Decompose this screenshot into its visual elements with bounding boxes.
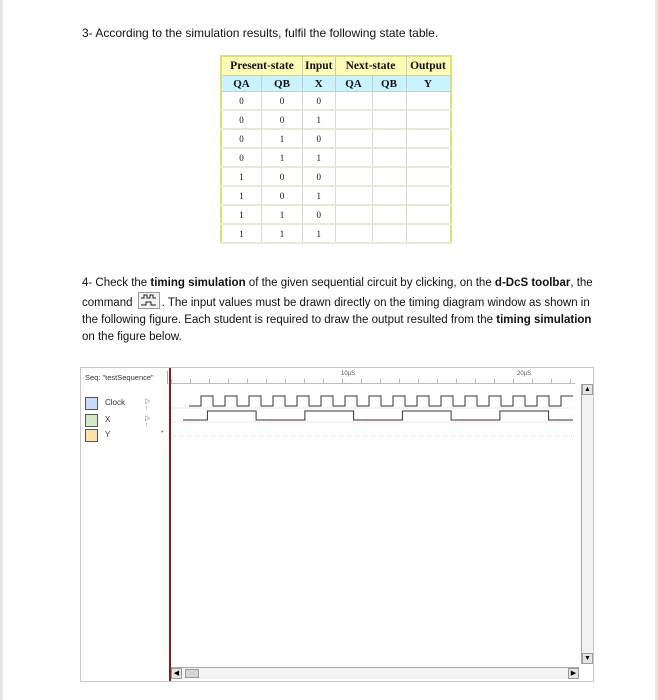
ruler-tick [209, 379, 210, 383]
cell-qb-next[interactable] [372, 224, 406, 243]
q4-part-4: . The input values must be drawn directly on the timing diagram window as shown in the following figure. Each student is required to draw the output resulted from the [82, 297, 590, 326]
ruler-tick [456, 379, 457, 383]
cell-x: 1 [303, 110, 336, 129]
timing-simulation-command-icon [138, 292, 160, 309]
cell-y[interactable] [406, 129, 451, 148]
state-table-row [221, 92, 451, 111]
cell-qa-next[interactable] [335, 92, 372, 111]
signal-name-clock: Clock [105, 398, 126, 407]
scroll-up-button[interactable]: ▲ [582, 384, 593, 395]
state-table-row [221, 224, 451, 243]
time-ruler [171, 371, 575, 384]
cell-x: 0 [303, 167, 336, 186]
ruler-tick [171, 379, 172, 383]
cell-qa-next[interactable] [335, 186, 372, 205]
q4-bold-toolbar: d-DcS toolbar [494, 277, 571, 289]
ruler-tick [190, 379, 191, 383]
clock-controls-icon[interactable]: ▷ ↑ [145, 398, 151, 412]
signal-name-x: X [105, 415, 111, 424]
cell-y[interactable] [406, 186, 451, 205]
cell-qb-present: 1 [262, 205, 303, 224]
ruler-tick [418, 379, 419, 383]
cell-qb-present: 0 [262, 92, 303, 111]
cell-qa-present: 1 [221, 205, 262, 224]
question-3-text: 3- According to the simulation results, fulfil the following state table. [82, 26, 439, 40]
state-table-row [221, 148, 451, 167]
cell-qb-present: 0 [262, 186, 303, 205]
ruler-tick [494, 379, 495, 383]
q4-part-2: of the given sequential circuit by clicking, on the [245, 277, 495, 289]
vertical-scrollbar[interactable] [581, 384, 593, 664]
input-signal-icon [85, 414, 98, 427]
output-signal-icon [85, 429, 98, 442]
ruler-tick [342, 379, 343, 383]
ruler-label-10us: 10µS [341, 371, 356, 377]
page-edge-left [0, 0, 3, 700]
scroll-right-button[interactable]: ▶ [568, 668, 579, 679]
scroll-left-button[interactable]: ◀ [171, 668, 182, 679]
cell-qb-present: 1 [262, 224, 303, 243]
waveform-plot[interactable] [171, 384, 581, 664]
signal-name-y: Y [105, 430, 111, 439]
cell-qb-next[interactable] [372, 92, 406, 111]
cell-qb-next[interactable] [372, 186, 406, 205]
clock-signal-icon [85, 397, 98, 410]
header-input: Input [303, 56, 336, 76]
col-x: X [303, 76, 336, 92]
cell-qa-next[interactable] [335, 148, 372, 167]
cell-y[interactable] [406, 167, 451, 186]
x-controls-icon[interactable]: ▷ ↑ [145, 415, 151, 429]
signal-name-column [81, 368, 169, 681]
clock-waveform [189, 396, 573, 406]
cell-qa-next[interactable] [335, 129, 372, 148]
cell-qa-present: 0 [221, 92, 262, 111]
header-present-state: Present-state [221, 56, 303, 76]
state-table-row [221, 205, 451, 224]
ruler-tick [551, 379, 552, 383]
ruler-tick [532, 379, 533, 383]
question-4-text [82, 275, 602, 346]
ruler-tick [285, 379, 286, 383]
ruler-label-20us: 20µS [517, 371, 532, 377]
cell-y[interactable] [406, 92, 451, 111]
cell-qa-present: 1 [221, 224, 262, 243]
cell-qb-next[interactable] [372, 129, 406, 148]
ruler-tick [475, 379, 476, 383]
cell-qb-next[interactable] [372, 110, 406, 129]
ruler-tick [247, 379, 248, 383]
state-table-row [221, 186, 451, 205]
horizontal-scroll-thumb[interactable] [185, 669, 199, 678]
cell-qa-present: 0 [221, 110, 262, 129]
ruler-tick [513, 379, 514, 383]
cell-qa-present: 1 [221, 167, 262, 186]
cell-qb-next[interactable] [372, 167, 406, 186]
col-qb-present: QB [262, 76, 303, 92]
ruler-tick [323, 379, 324, 383]
cell-y[interactable] [406, 110, 451, 129]
header-next-state: Next-state [335, 56, 406, 76]
ruler-tick [437, 379, 438, 383]
ruler-tick [380, 379, 381, 383]
cell-x: 0 [303, 129, 336, 148]
cell-qb-next[interactable] [372, 148, 406, 167]
cell-qb-present: 1 [262, 148, 303, 167]
cell-qb-present: 0 [262, 167, 303, 186]
cell-y[interactable] [406, 205, 451, 224]
q4-bold-timing-simulation-2: timing simulation [496, 314, 592, 326]
cell-qa-present: 0 [221, 148, 262, 167]
cell-x: 1 [303, 148, 336, 167]
ruler-tick [570, 379, 571, 383]
state-table-row [221, 110, 451, 129]
state-table-row [221, 167, 451, 186]
ruler-tick [399, 379, 400, 383]
header-output: Output [406, 56, 451, 76]
cell-x: 1 [303, 224, 336, 243]
cell-qa-present: 1 [221, 186, 262, 205]
col-qa-next: QA [335, 76, 372, 92]
ruler-tick [304, 379, 305, 383]
cell-qa-next[interactable] [335, 205, 372, 224]
cell-y[interactable] [406, 148, 451, 167]
ruler-tick [228, 379, 229, 383]
q4-part-1: 4- Check the [82, 277, 151, 289]
cell-x: 0 [303, 92, 336, 111]
col-qb-next: QB [372, 76, 406, 92]
cell-x: 0 [303, 205, 336, 224]
cell-qa-next[interactable] [335, 224, 372, 243]
cell-qb-present: 0 [262, 110, 303, 129]
sequence-label: Seq: "testSequence" [85, 373, 154, 382]
cell-qa-next[interactable] [335, 110, 372, 129]
horizontal-scrollbar[interactable] [171, 667, 579, 679]
cell-qa-next[interactable] [335, 167, 372, 186]
q4-bold-timing-simulation: timing simulation [150, 277, 246, 289]
col-qa-present: QA [221, 76, 262, 92]
timing-diagram-window[interactable] [80, 367, 594, 682]
scroll-down-button[interactable]: ▼ [582, 653, 593, 664]
cell-qb-next[interactable] [372, 205, 406, 224]
cell-qa-present: 0 [221, 129, 262, 148]
col-y: Y [406, 76, 451, 92]
q4-part-3: , the command [82, 277, 593, 309]
ruler-tick [361, 379, 362, 383]
ruler-tick [266, 379, 267, 383]
state-table-row [221, 129, 451, 148]
cell-y[interactable] [406, 224, 451, 243]
cell-x: 1 [303, 186, 336, 205]
q4-part-5: on the figure below. [82, 331, 182, 343]
cell-qb-present: 1 [262, 129, 303, 148]
x-waveform [183, 411, 573, 420]
y-controls-icon[interactable]: • [161, 429, 164, 436]
state-table [220, 55, 452, 244]
